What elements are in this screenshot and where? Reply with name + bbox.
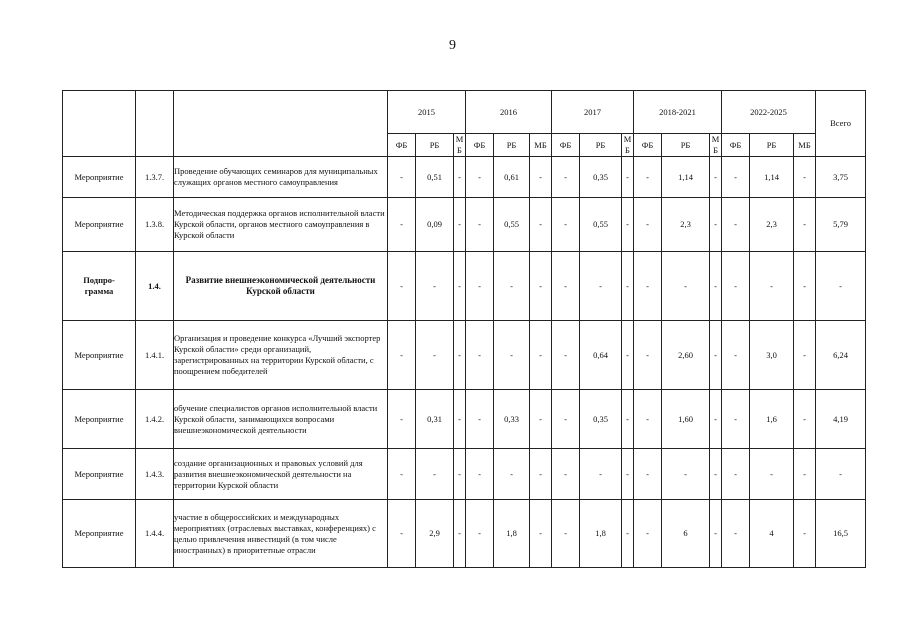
- row-name: Проведение обучающих семинаров для муниципальных служащих органов местного самоуправления: [174, 157, 388, 198]
- row-value: -: [552, 157, 580, 198]
- row-value: -: [794, 321, 816, 390]
- row-value: -: [722, 252, 750, 321]
- row-value: 0,31: [416, 390, 454, 449]
- table-row: [63, 252, 866, 321]
- row-value: -: [466, 449, 494, 500]
- row-value: -: [454, 157, 466, 198]
- row-value: -: [530, 500, 552, 568]
- row-value: -: [494, 449, 530, 500]
- row-value: -: [494, 321, 530, 390]
- row-value: 1,14: [662, 157, 710, 198]
- row-type: Мероприятие: [63, 198, 136, 252]
- header-year: 2018-2021: [634, 91, 722, 134]
- row-value: -: [722, 500, 750, 568]
- table-row: [63, 198, 866, 252]
- row-value: -: [662, 252, 710, 321]
- row-value: -: [388, 157, 416, 198]
- row-value: -: [634, 157, 662, 198]
- header-year: 2022-2025: [722, 91, 816, 134]
- funding-table: [62, 90, 866, 568]
- row-value: -: [466, 390, 494, 449]
- header-source: М Б: [454, 134, 466, 157]
- row-value: -: [794, 252, 816, 321]
- row-value: -: [454, 321, 466, 390]
- table-row: [63, 321, 866, 390]
- row-value: -: [454, 198, 466, 252]
- row-type: Мероприятие: [63, 500, 136, 568]
- row-value: 2,60: [662, 321, 710, 390]
- row-value: -: [794, 390, 816, 449]
- header-blank-type: [63, 91, 136, 157]
- row-value: 6: [662, 500, 710, 568]
- row-value: -: [416, 321, 454, 390]
- header-row-years: [63, 91, 866, 134]
- row-value: -: [710, 198, 722, 252]
- row-value: -: [388, 390, 416, 449]
- row-value: -: [530, 157, 552, 198]
- row-value: -: [552, 390, 580, 449]
- row-value: 3,0: [750, 321, 794, 390]
- row-total: 16,5: [816, 500, 866, 568]
- row-value: -: [454, 252, 466, 321]
- row-value: 1,8: [580, 500, 622, 568]
- row-value: -: [634, 252, 662, 321]
- header-blank-name: [174, 91, 388, 157]
- row-value: -: [794, 500, 816, 568]
- row-value: 2,3: [662, 198, 710, 252]
- row-value: -: [634, 321, 662, 390]
- header-source: РБ: [662, 134, 710, 157]
- row-value: 2,9: [416, 500, 454, 568]
- row-value: -: [454, 449, 466, 500]
- row-value: -: [622, 449, 634, 500]
- row-value: -: [710, 157, 722, 198]
- row-value: 0,55: [494, 198, 530, 252]
- header-source: РБ: [580, 134, 622, 157]
- row-value: -: [622, 500, 634, 568]
- row-value: -: [416, 449, 454, 500]
- row-code: 1.4.4.: [136, 500, 174, 568]
- row-value: -: [722, 390, 750, 449]
- header-source: ФБ: [634, 134, 662, 157]
- row-value: -: [494, 252, 530, 321]
- row-value: -: [552, 449, 580, 500]
- row-value: -: [580, 449, 622, 500]
- row-value: -: [710, 252, 722, 321]
- row-value: 0,09: [416, 198, 454, 252]
- row-value: -: [634, 449, 662, 500]
- row-code: 1.3.8.: [136, 198, 174, 252]
- row-value: -: [552, 252, 580, 321]
- row-value: -: [794, 157, 816, 198]
- row-total: 5,79: [816, 198, 866, 252]
- row-value: -: [466, 321, 494, 390]
- row-value: -: [710, 390, 722, 449]
- row-value: -: [710, 321, 722, 390]
- row-value: -: [416, 252, 454, 321]
- row-value: -: [388, 198, 416, 252]
- row-value: -: [634, 390, 662, 449]
- header-source: ФБ: [552, 134, 580, 157]
- header-source: МБ: [794, 134, 816, 157]
- row-total: 4,19: [816, 390, 866, 449]
- row-value: -: [466, 500, 494, 568]
- header-year: 2015: [388, 91, 466, 134]
- row-value: 1,14: [750, 157, 794, 198]
- row-value: -: [750, 252, 794, 321]
- table-row: [63, 390, 866, 449]
- row-value: -: [662, 449, 710, 500]
- row-value: -: [710, 500, 722, 568]
- row-code: 1.3.7.: [136, 157, 174, 198]
- row-code: 1.4.: [136, 252, 174, 321]
- header-source: М Б: [622, 134, 634, 157]
- row-value: 0,51: [416, 157, 454, 198]
- row-value: -: [388, 449, 416, 500]
- row-value: -: [530, 390, 552, 449]
- header-year: 2017: [552, 91, 634, 134]
- row-value: -: [530, 449, 552, 500]
- row-value: -: [750, 449, 794, 500]
- row-value: 0,61: [494, 157, 530, 198]
- row-value: -: [552, 321, 580, 390]
- row-value: 0,35: [580, 390, 622, 449]
- row-value: -: [794, 449, 816, 500]
- row-name: Методическая поддержка органов исполнительной власти Курской области, органов местного самоуправления в Курской области: [174, 198, 388, 252]
- row-total: -: [816, 252, 866, 321]
- header-total: Всего: [816, 91, 866, 157]
- row-value: -: [530, 252, 552, 321]
- row-value: 1,8: [494, 500, 530, 568]
- row-value: -: [722, 321, 750, 390]
- row-value: 1,6: [750, 390, 794, 449]
- row-value: -: [634, 500, 662, 568]
- row-value: -: [530, 321, 552, 390]
- table-row: [63, 157, 866, 198]
- row-name: создание организационных и правовых условий для развития внешнеэкономической деятельности на территории Курской области: [174, 449, 388, 500]
- row-type: Подпро- грамма: [63, 252, 136, 321]
- row-value: -: [722, 198, 750, 252]
- row-value: 0,55: [580, 198, 622, 252]
- row-value: 0,33: [494, 390, 530, 449]
- row-value: -: [622, 157, 634, 198]
- row-value: -: [388, 500, 416, 568]
- row-name: обучение специалистов органов исполнительной власти Курской области, занимающихся вопросами внешнеэкономической деятельности: [174, 390, 388, 449]
- row-code: 1.4.3.: [136, 449, 174, 500]
- row-type: Мероприятие: [63, 321, 136, 390]
- row-value: 4: [750, 500, 794, 568]
- row-value: -: [622, 198, 634, 252]
- row-value: -: [530, 198, 552, 252]
- header-source: ФБ: [388, 134, 416, 157]
- page-number: 9: [449, 38, 456, 53]
- header-source: РБ: [750, 134, 794, 157]
- row-type: Мероприятие: [63, 390, 136, 449]
- header-source: РБ: [494, 134, 530, 157]
- row-value: -: [466, 157, 494, 198]
- row-value: -: [622, 390, 634, 449]
- row-value: -: [622, 252, 634, 321]
- row-total: 6,24: [816, 321, 866, 390]
- table-row: [63, 449, 866, 500]
- row-value: -: [710, 449, 722, 500]
- header-source: М Б: [710, 134, 722, 157]
- row-value: -: [454, 390, 466, 449]
- table-row: [63, 500, 866, 568]
- row-value: -: [634, 198, 662, 252]
- header-source: ФБ: [722, 134, 750, 157]
- row-value: -: [722, 449, 750, 500]
- row-value: 2,3: [750, 198, 794, 252]
- header-blank-code: [136, 91, 174, 157]
- row-value: 1,60: [662, 390, 710, 449]
- row-value: -: [454, 500, 466, 568]
- row-total: 3,75: [816, 157, 866, 198]
- row-value: -: [580, 252, 622, 321]
- header-year: 2016: [466, 91, 552, 134]
- row-value: -: [388, 321, 416, 390]
- row-value: -: [794, 198, 816, 252]
- header-source: ФБ: [466, 134, 494, 157]
- row-name: Развитие внешнеэкономической деятельности Курской области: [174, 252, 388, 321]
- row-value: -: [466, 252, 494, 321]
- header-source: РБ: [416, 134, 454, 157]
- row-value: -: [388, 252, 416, 321]
- row-value: -: [722, 157, 750, 198]
- row-code: 1.4.1.: [136, 321, 174, 390]
- row-value: -: [622, 321, 634, 390]
- row-type: Мероприятие: [63, 157, 136, 198]
- row-total: -: [816, 449, 866, 500]
- row-type: Мероприятие: [63, 449, 136, 500]
- row-value: -: [552, 198, 580, 252]
- header-source: МБ: [530, 134, 552, 157]
- row-value: 0,35: [580, 157, 622, 198]
- row-value: -: [552, 500, 580, 568]
- row-value: 0,64: [580, 321, 622, 390]
- row-code: 1.4.2.: [136, 390, 174, 449]
- row-name: Организация и проведение конкурса «Лучший экспортер Курской области» среди организаций, зарегистрированных на территории Курской области, с поощрением победителей: [174, 321, 388, 390]
- row-value: -: [466, 198, 494, 252]
- row-name: участие в общероссийских и международных мероприятиях (отраслевых выставках, конференциях) с целью привлечения инвестиций (в том числе иностранных) в приоритетные отрасли: [174, 500, 388, 568]
